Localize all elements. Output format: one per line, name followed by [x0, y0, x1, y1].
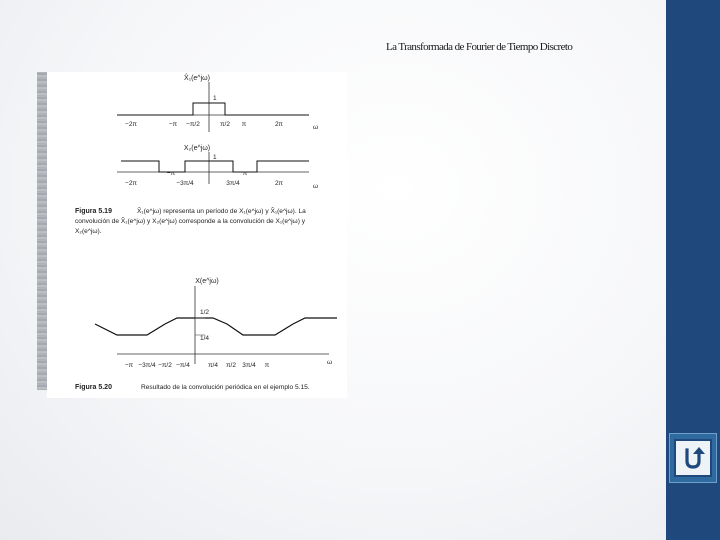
plot1-tick-label: −π: [168, 121, 178, 128]
plot1-rect-pulse: [117, 103, 309, 115]
plot2-tick-label: 3π/4: [226, 180, 240, 187]
plot1-tick-label: π: [241, 121, 247, 128]
fig520-level-low: 1/4: [200, 335, 210, 342]
fig520-ylabel: X(e^jω): [195, 278, 219, 285]
fig520-tick-label: −3π/4: [138, 362, 156, 369]
fig520-tick-label: −π/4: [176, 362, 190, 369]
plot1-omega-label: ω: [313, 124, 319, 131]
fig520-plot: [95, 278, 337, 369]
fig520-level-high: 1/2: [200, 309, 210, 316]
plot1-ylabel: X̂₁(e^jω): [184, 75, 210, 82]
plot2-height-label: 1: [213, 154, 217, 161]
fig520-tick-label: 3π/4: [242, 362, 256, 369]
fig520-caption: [75, 384, 310, 391]
plot2-tick-label: π: [242, 170, 248, 177]
plot2-tick-label: −2π: [125, 180, 137, 187]
fig520-tick-label: π/2: [226, 362, 236, 369]
fig520-caption-label: Figura 5.20: [75, 384, 112, 391]
return-button[interactable]: [669, 433, 717, 483]
figure-svg: [47, 72, 347, 398]
plot2-tick-label: −π: [166, 170, 176, 177]
fig519-plot2: [117, 145, 318, 190]
fig519-caption-line3: X₂(e^jω).: [75, 228, 102, 235]
fig520-caption-text: Resultado de la convolución periódica en el ejemplo 5.15.: [141, 384, 310, 391]
plot1-height-label: 1: [213, 95, 217, 102]
fig519-caption-label: Figura 5.19: [75, 208, 112, 215]
fig520-omega-label: ω: [327, 359, 333, 366]
fig520-tick-label: π/4: [208, 362, 218, 369]
fig520-convolution-curve: [95, 318, 337, 335]
fig519-plot1: [117, 74, 318, 132]
return-button-face[interactable]: [674, 439, 712, 477]
plot2-ylabel: X₂(e^jω): [183, 145, 211, 152]
scanned-figure-image: [47, 72, 347, 398]
plot2-tick-label: 2π: [274, 180, 284, 187]
fig519-caption-line2: convolución de X̂₁(e^jω) y X₂(e^jω) corresponde a la convolución de X₁(e^jω) y: [75, 218, 306, 225]
fig520-tick-label: π: [264, 362, 270, 369]
plot2-tick-label: −3π/4: [176, 180, 194, 187]
fig519-caption: [75, 207, 306, 235]
fig520-tick-label: −π: [124, 362, 134, 369]
plot2-omega-label: ω: [313, 183, 319, 190]
scan-edge-strip: [37, 72, 47, 390]
plot1-tick-label: π/2: [220, 121, 230, 128]
plot1-tick-label: −2π: [125, 121, 137, 128]
fig520-tick-label: −π/2: [158, 362, 172, 369]
fig519-caption-line1: X̂₁(e^jω) representa un período de X₁(e^jω) y X̂₁(e^jω). La: [137, 208, 306, 215]
plot1-tick-label: 2π: [274, 121, 284, 128]
slide-title: La Transformada de Fourier de Tiempo Discreto: [386, 41, 573, 53]
return-arrow-icon: [679, 444, 707, 472]
plot1-tick-label: −π/2: [186, 121, 200, 128]
plot2-periodic-pulse: [121, 161, 309, 172]
